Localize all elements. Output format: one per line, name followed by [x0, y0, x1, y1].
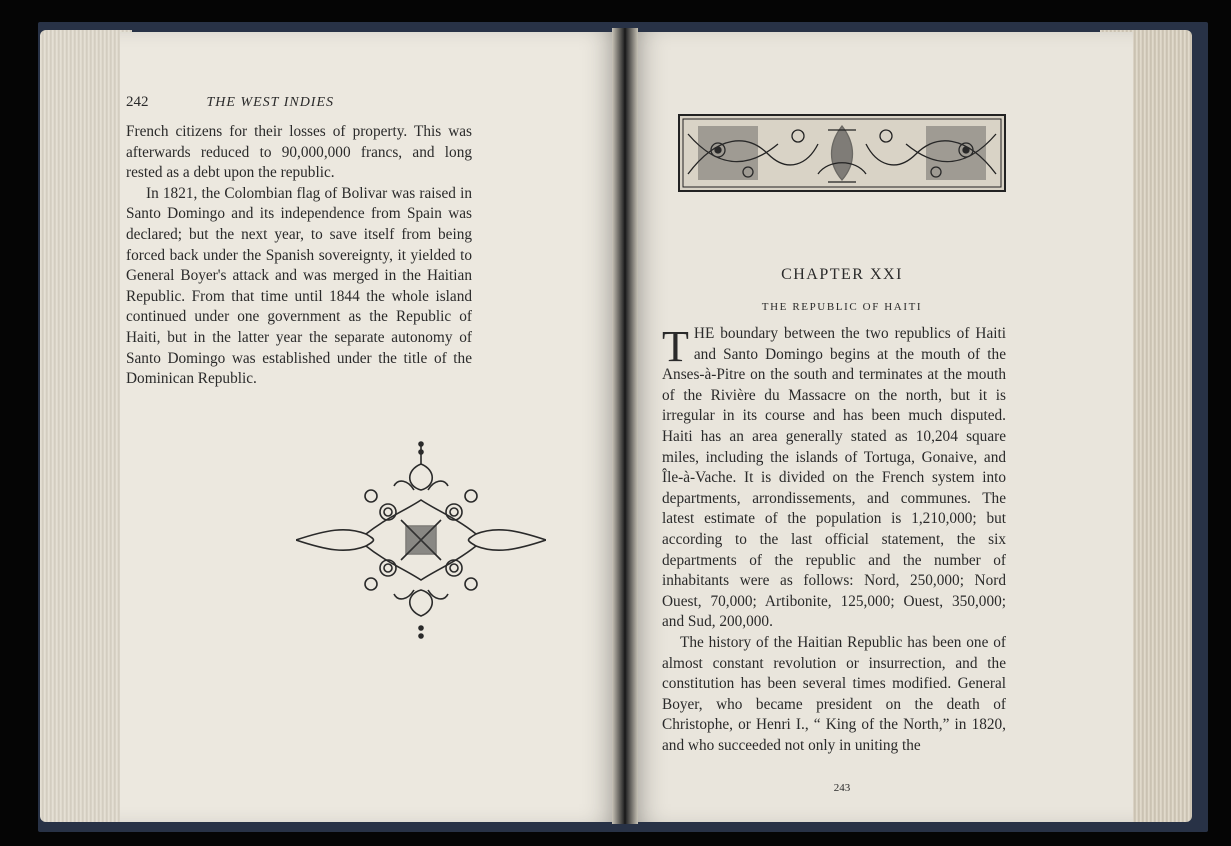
- right-paragraph-2: The history of the Haitian Republic has been one of almost constant revolution or insurrection, and the constitution has been several times modified. General Boyer, who became president on the death of Christophe, or Henri I., “ King of the North,” in 1820, and who succeeded not only in uniting the: [662, 633, 1006, 754]
- left-page-body: [126, 122, 472, 390]
- running-head-title: THE WEST INDIES: [206, 95, 335, 110]
- running-head: [126, 94, 506, 116]
- chapter-title: CHAPTER XXI: [781, 266, 903, 283]
- right-paragraph-1-text: HE boundary between the two republics of Haiti and Santo Domingo begins at the mouth of the Anses-à-Pitre on the south and terminates at the mouth of the Rivière du Massacre on the north, but it is irregular in its course and has been much disputed. Haiti has an area generally stated as 10,204 square miles, including the islands of Tortuga, Gonaive, and Île-à-Vache. It is divided on the French system into departments, arrondissements, and communes. The latest estimate of the population is 1,210,000; but according to the last official statement, the six departments of the republic and the number of inhabitants were as follows: Nord, 250,000; Nord Ouest, 70,000; Artibonite, 125,000; Ouest, 350,000; and Sud, 200,000.: [662, 325, 1006, 631]
- drop-cap: T: [662, 322, 689, 371]
- right-paragraph-1: [662, 324, 1006, 633]
- left-page-edges: [40, 30, 132, 822]
- chapter-subtitle: THE REPUBLIC OF HAITI: [761, 301, 923, 313]
- book-gutter: [612, 28, 638, 824]
- tailpiece-ornament-icon: [296, 440, 546, 640]
- right-page-number: 243: [833, 782, 851, 794]
- left-paragraph-1: French citizens for their losses of property. This was afterwards reduced to 90,000,000 francs, and long rested as a debt upon the republic.: [126, 123, 472, 182]
- right-page-body: [662, 324, 1006, 756]
- left-paragraph-2: In 1821, the Colombian flag of Bolivar was raised in Santo Domingo and its independence from Spain was declared; but the next year, to save itself from being forced back under the Spanish sovereignty, it yielded to General Boyer's attack and was merged in the Haitian Republic. From that time until 1844 the whole island continued under one government as the Republic of Haiti, but in the latter year the separate autonomy of Santo Domingo was established under the title of the Dominican Republic.: [126, 184, 472, 388]
- left-page-number: 242: [126, 94, 149, 110]
- chapter-headpiece-ornament-icon: [678, 114, 1006, 192]
